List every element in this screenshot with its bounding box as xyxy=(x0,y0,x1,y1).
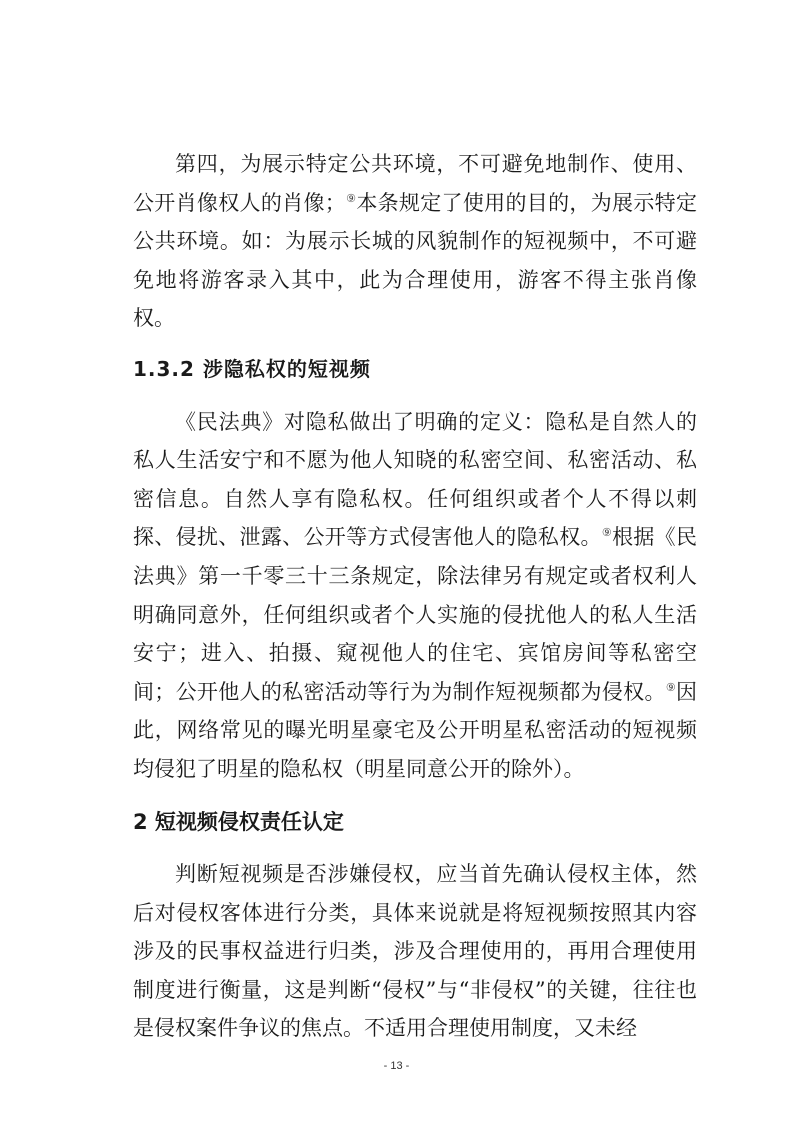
footnote-marker: ⑨ xyxy=(665,680,676,694)
paragraph-infringement-judgement xyxy=(133,855,697,1048)
paragraph-text: 第四，为展示特定公共环境，不可避免地制作、使用、公开肖像权人的肖像； xyxy=(133,152,697,215)
paragraph-text: 判断短视频是否涉嫌侵权，应当首先确认侵权主体，然后对侵权客体进行分类，具体来说就是将短视频按照其内容涉及的民事权益进行归类，涉及合理使用的，再用合理使用制度进行衡量，这是判断“侵权”与“非侵权”的关键，往往也是侵权案件争议的焦点。不适用合理使用制度，又未经 xyxy=(133,862,697,1041)
footnote-marker: ⑨ xyxy=(601,526,613,540)
footnote-marker: ⑨ xyxy=(345,191,357,205)
paragraph-text: 根据《民法典》第一千零三十三条规定，除法律另有规定或者权利人明确同意外，任何组织或者个人实施的侵扰他人的私人生活安宁；进入、拍摄、窥视他人的住宅、宾馆房间等私密空间；公开他人的私密活动等行为为制作短视频都为侵权。 xyxy=(133,525,697,704)
page-content xyxy=(133,145,697,1048)
section-heading-1-3-2: 1.3.2 涉隐私权的短视频 xyxy=(133,356,371,381)
paragraph-text: 本条规定了使用的目的，为展示特定公共环境。如：为展示长城的风貌制作的短视频中，不可避免地将游客录入其中，此为合理使用，游客不得主张肖像权。 xyxy=(133,190,697,331)
paragraph-text: 因此，网络常见的曝光明星豪宅及公开明星私密活动的短视频均侵犯了明星的隐私权（明星同意公开的除外）。 xyxy=(133,679,697,781)
section-heading-2: 2 短视频侵权责任认定 xyxy=(133,809,344,834)
page-number: - 13 - xyxy=(383,1060,410,1072)
paragraph-text: 《民法典》对隐私做出了明确的定义：隐私是自然人的私人生活安宁和不愿为他人知晓的私密空间、私密活动、私密信息。自然人享有隐私权。任何组织或者个人不得以刺探、侵扰、泄露、公开等方式侵害他人的隐私权。 xyxy=(133,409,697,550)
paragraph-fourth-item xyxy=(133,145,697,338)
paragraph-privacy-definition xyxy=(133,403,697,789)
